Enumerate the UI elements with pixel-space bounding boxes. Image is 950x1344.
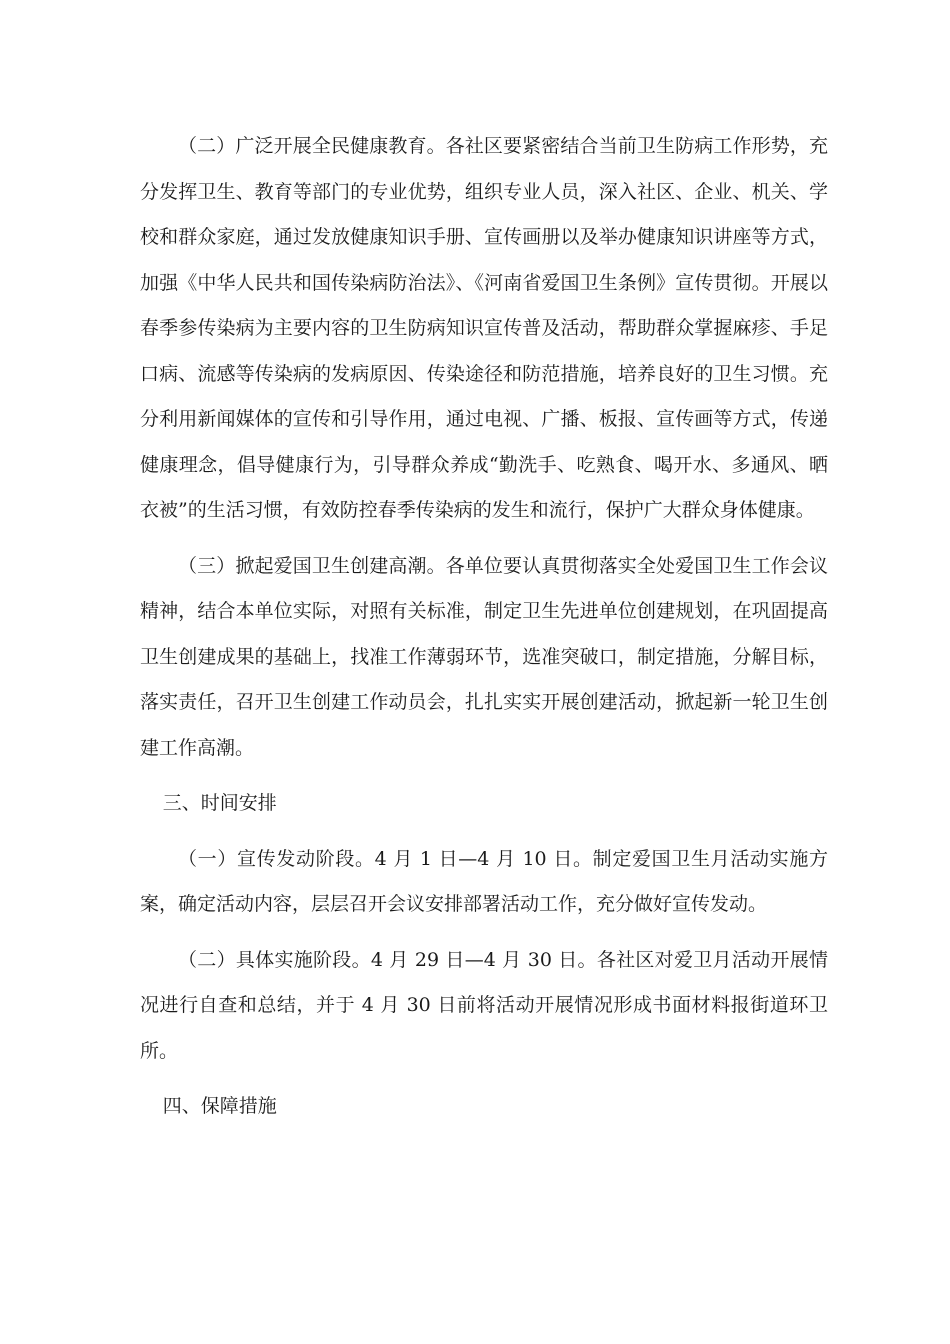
paragraph-gap	[140, 771, 828, 781]
paragraph-implementation-stage: （二）具体实施阶段。4 月 29 日—4 月 30 日。各社区对爱卫月活动开展情况进行自查和总结，并于 4 月 30 日前将活动开展情况形成书面材料报街道环卫所。	[140, 948, 828, 1062]
section-heading-safeguards: 四、保障措施	[162, 1095, 277, 1117]
paragraph-community-health-education: （二）广泛开展全民健康教育。各社区要紧密结合当前卫生防病工作形势，充分发挥卫生、教育等部门的专业优势，组织专业人员，深入社区、企业、机关、学校和群众家庭，通过发放健康知识手册、宣传画册以及举办健康知识讲座等方式，加强《中华人民共和国传染病防治法》、《河南省爱国卫生条例》宣传贯彻。开展以春季参传染病为主要内容的卫生防病知识宣传普及活动，帮助群众掌握麻疹、手足口病、流感等传染病的发病原因、传染途径和防范措施，培养良好的卫生习惯。充分利用新闻媒体的宣传和引导作用，通过电视、广播、板报、宣传画等方式，传递健康理念，倡导健康行为，引导群众养成“勤洗手、吃熟食、喝开水、多通风、晒衣被”的生活习惯，有效防控春季传染病的发生和流行，保护广大群众身体健康。	[140, 135, 828, 521]
paragraph-gap	[140, 928, 828, 938]
section-heading-schedule: 三、时间安排	[162, 792, 277, 814]
paragraph-gap	[140, 827, 828, 837]
paragraph-gap	[140, 1074, 828, 1084]
paragraph-patriotic-health-creation: （三）掀起爱国卫生创建高潮。各单位要认真贯彻落实全处爱国卫生工作会议精神，结合本单位实际，对照有关标准，制定卫生先进单位创建规划，在巩固提高卫生创建成果的基础上，找准工作薄弱环节，选准突破口，制定措施，分解目标，落实责任，召开卫生创建工作动员会，扎扎实实开展创建活动，掀起新一轮卫生创建工作高潮。	[140, 554, 828, 759]
document-body	[140, 124, 828, 1130]
paragraph-gap	[140, 534, 828, 544]
paragraph-publicity-stage: （一）宣传发动阶段。4 月 1 日—4 月 10 日。制定爱国卫生月活动实施方案，确定活动内容，层层召开会议安排部署活动工作，充分做好宣传发动。	[140, 847, 828, 915]
